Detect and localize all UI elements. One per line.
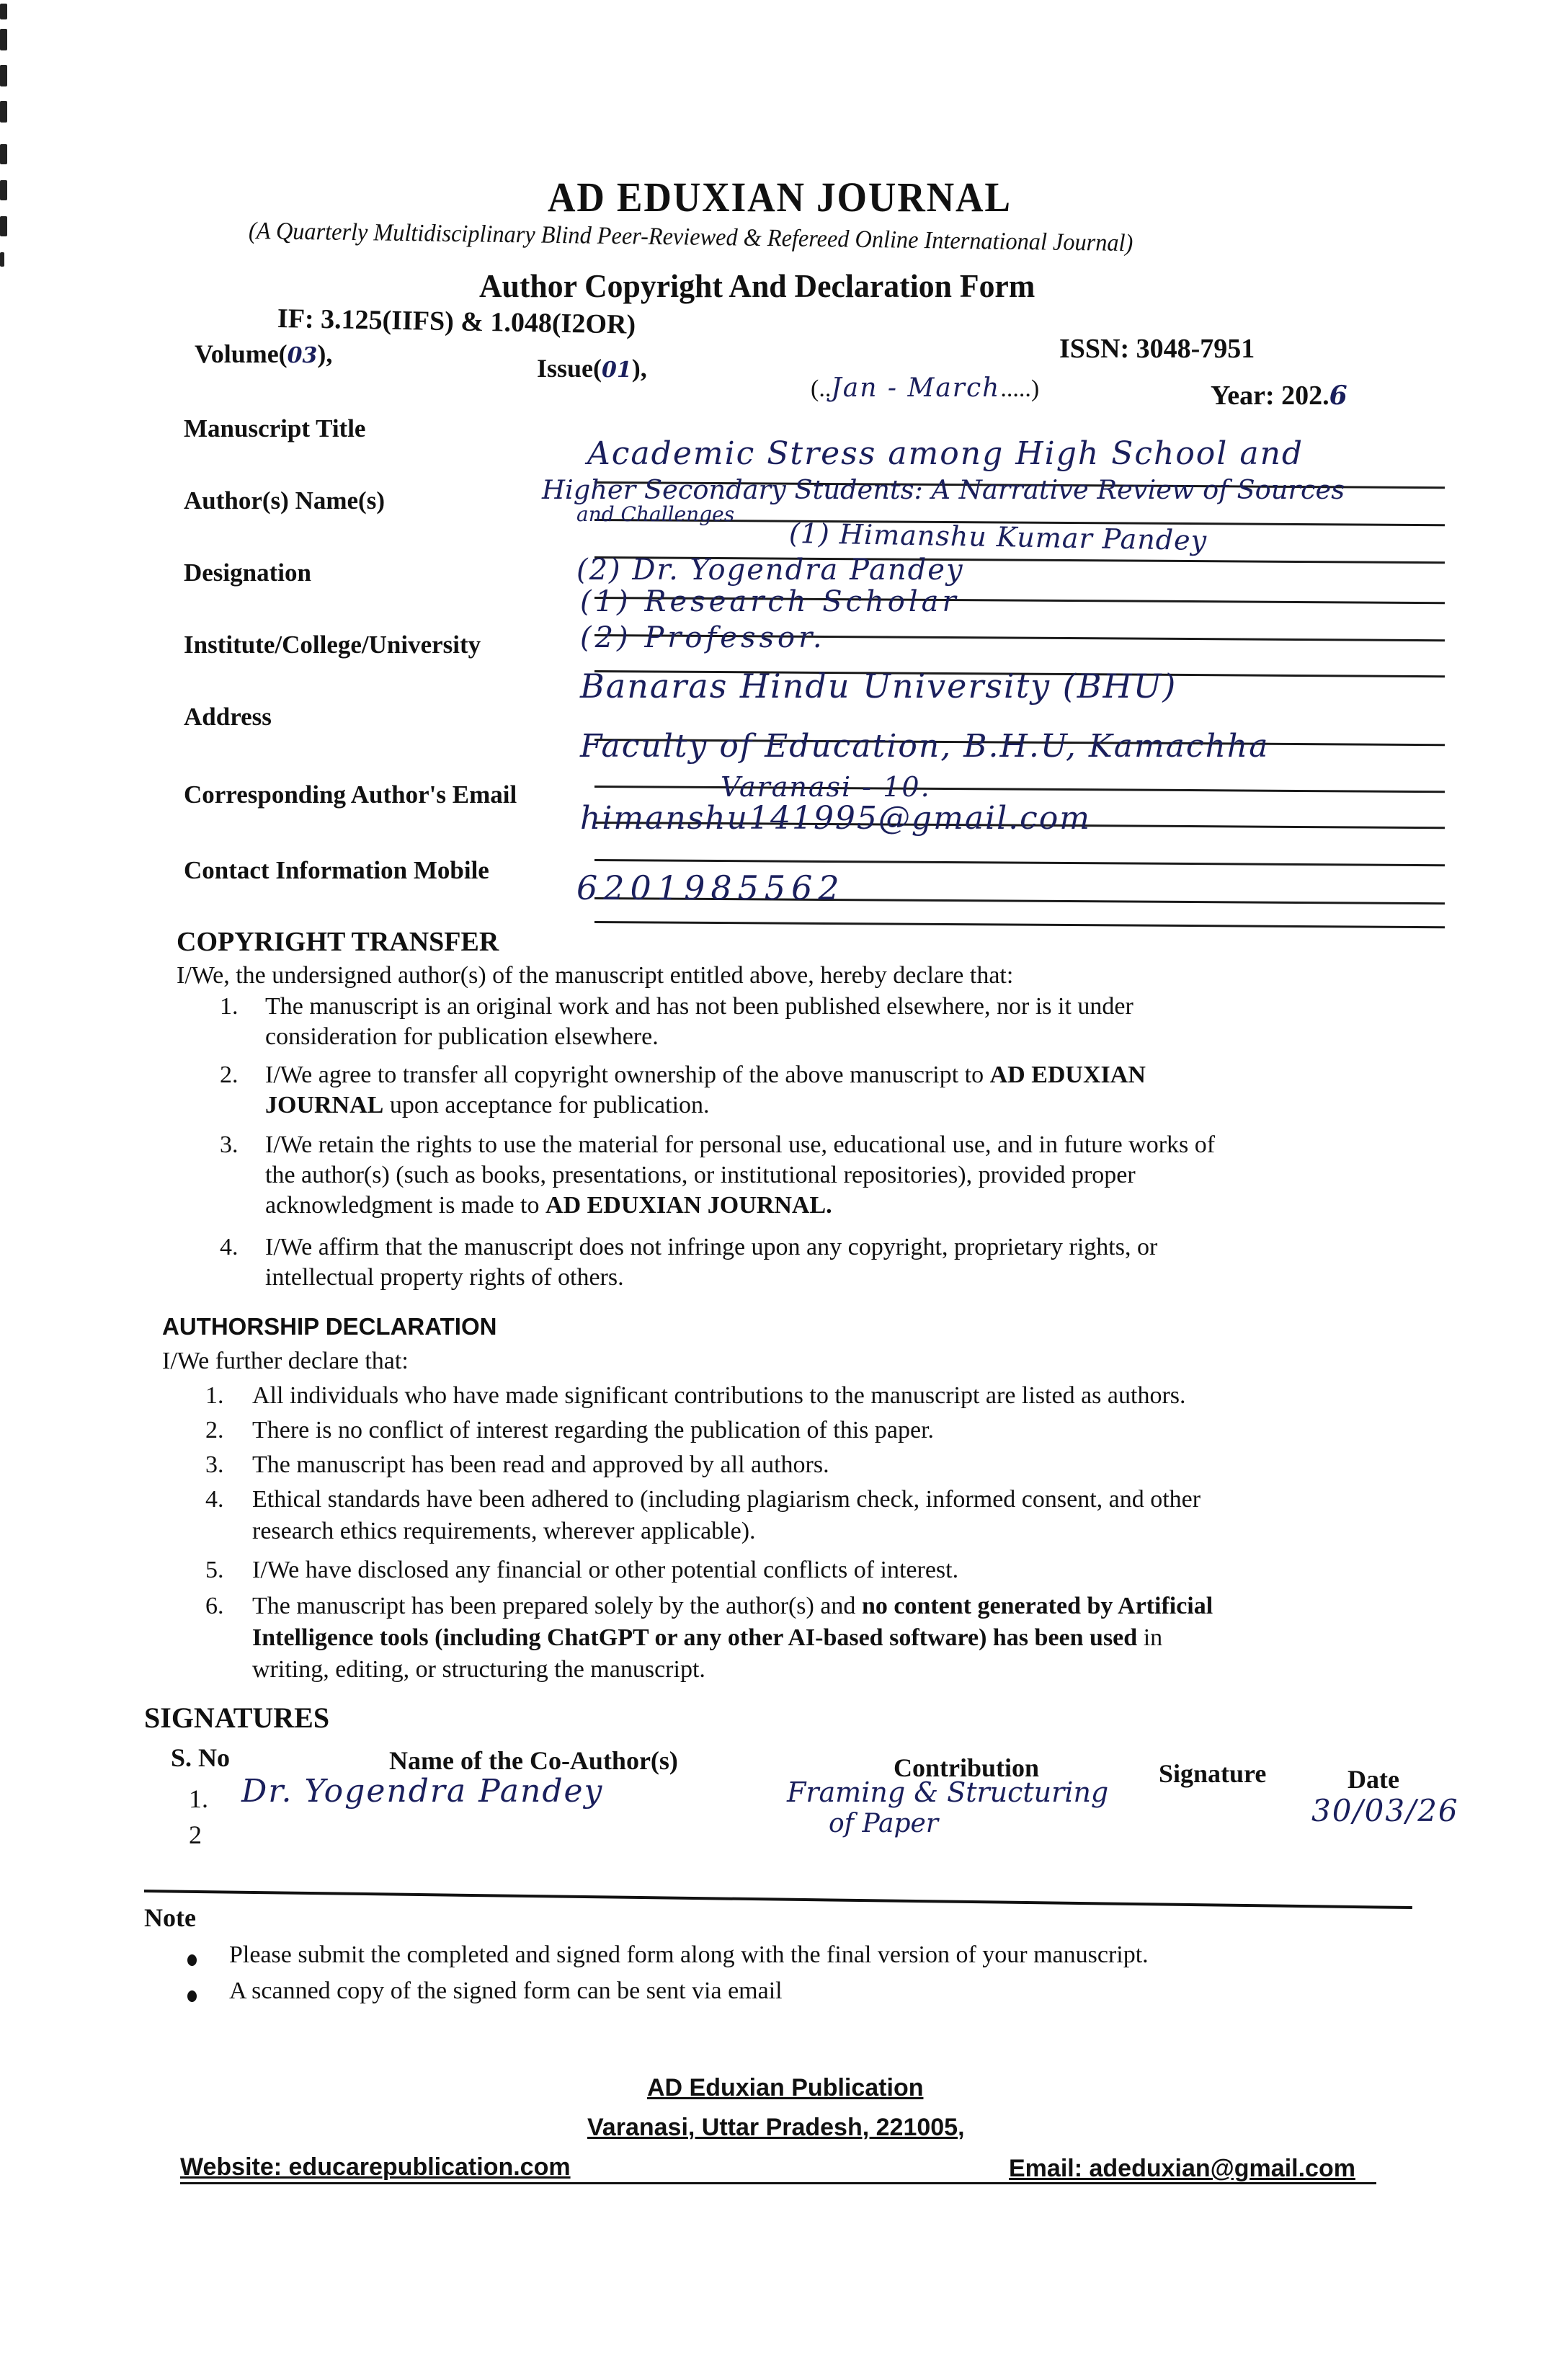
copyright-item-3-line2: the author(s) (such as books, presentations, or institutional repositories), provided proper xyxy=(265,1162,1136,1188)
label-authors: Author(s) Name(s) xyxy=(184,486,385,515)
journal-name-bold: AD EDUXIAN JOURNAL. xyxy=(545,1192,832,1219)
copyright-item-num: 1. xyxy=(220,993,239,1020)
authorship-heading: AUTHORSHIP DECLARATION xyxy=(162,1313,497,1340)
label-email: Corresponding Author's Email xyxy=(184,780,517,809)
authorship-item-2: There is no conflict of interest regarding the publication of this paper. xyxy=(252,1417,935,1443)
period-value[interactable]: Jan - March xyxy=(831,373,1001,403)
authorship-item-num: 6. xyxy=(205,1593,224,1619)
volume-label: Volume( xyxy=(195,339,288,368)
note-item-2: A scanned copy of the signed form can be sent via email xyxy=(229,1977,783,2004)
year-label: Year: 202. xyxy=(1211,381,1329,411)
copyright-item-num: 2. xyxy=(220,1062,239,1088)
impact-factor: IF: 3.125(IIFS) & 1.048(I2OR) xyxy=(277,303,636,340)
authorship-item-num: 1. xyxy=(205,1382,224,1409)
copyright-item-1-line1: The manuscript is an original work and has not been published elsewhere, nor is it under xyxy=(265,993,1133,1020)
period-close: .....) xyxy=(1000,375,1040,402)
authorship-item-6-text: The manuscript has been prepared solely by the author(s) and xyxy=(252,1593,862,1619)
issn: ISSN: 3048-7951 xyxy=(1059,334,1255,364)
col-signature: Signature xyxy=(1159,1759,1267,1788)
copyright-heading: COPYRIGHT TRANSFER xyxy=(177,927,499,957)
copyright-item-3-line3 xyxy=(265,1192,832,1219)
label-mobile: Contact Information Mobile xyxy=(184,856,489,884)
label-institute: Institute/College/University xyxy=(184,631,481,659)
bullet-icon xyxy=(187,1990,197,2002)
label-address: Address xyxy=(184,703,272,731)
authorship-item-num: 3. xyxy=(205,1451,224,1478)
issue-field xyxy=(537,353,647,383)
journal-name-bold: JOURNAL xyxy=(265,1092,384,1118)
address-value-line1[interactable]: Faculty of Education, B.H.U, Kamachha xyxy=(580,728,1270,765)
manuscript-title-value-line2[interactable]: Higher Secondary Students: A Narrative Review of Sources xyxy=(542,476,1345,505)
authorship-item-3: The manuscript has been read and approved by all authors. xyxy=(252,1451,829,1478)
publisher-address: Varanasi, Uttar Pradesh, 221005, xyxy=(587,2114,965,2141)
issue-suffix: ), xyxy=(631,354,647,383)
website-link[interactable]: Website: educarepublication.com xyxy=(180,2153,571,2181)
col-date: Date xyxy=(1348,1765,1399,1794)
authorship-item-6-text: in xyxy=(1137,1624,1163,1651)
volume-suffix: ), xyxy=(317,339,333,368)
ai-clause-bold: Intelligence tools (including ChatGPT or any other AI-based software) has been used xyxy=(252,1624,1138,1651)
copyright-item-2-line1 xyxy=(265,1062,1146,1089)
label-designation: Designation xyxy=(184,559,311,587)
authorship-item-5: I/We have disclosed any financial or other potential conflicts of interest. xyxy=(252,1557,959,1583)
year-field xyxy=(1211,380,1348,411)
designation2-value[interactable]: (2) Professor. xyxy=(580,621,826,654)
note-heading: Note xyxy=(144,1903,196,1932)
copyright-item-num: 3. xyxy=(220,1131,239,1158)
year-value[interactable]: 6 xyxy=(1329,381,1348,411)
row-2-sno: 2 xyxy=(189,1820,202,1849)
copyright-item-3-line1: I/We retain the rights to use the material for personal use, educational use, and in future works of xyxy=(265,1131,1216,1158)
label-manuscript-title: Manuscript Title xyxy=(184,414,366,442)
journal-subtitle: (A Quarterly Multidisciplinary Blind Peer-Reviewed & Refereed Online International Journal) xyxy=(248,218,1133,257)
email-link[interactable]: Email: adeduxian@gmail.com xyxy=(1009,2155,1355,2182)
authorship-item-6-line3: writing, editing, or structuring the manuscript. xyxy=(252,1656,705,1683)
authorship-item-4-line2: research ethics requirements, wherever applicable). xyxy=(252,1518,756,1544)
col-name: Name of the Co-Author(s) xyxy=(389,1746,678,1775)
author2-value[interactable]: (2) Dr. Yogendra Pandey xyxy=(576,553,964,587)
row-1-name[interactable]: Dr. Yogendra Pandey xyxy=(241,1773,604,1810)
binder-mark xyxy=(0,101,7,123)
publisher-name: AD Eduxian Publication xyxy=(647,2074,924,2101)
row-1-date[interactable]: 30/03/26 xyxy=(1311,1793,1459,1828)
copyright-item-1-line2: consideration for publication elsewhere. xyxy=(265,1023,659,1050)
period-field xyxy=(811,373,1039,403)
authorship-item-1: All individuals who have made significant contributions to the manuscript are listed as authors. xyxy=(252,1382,1186,1409)
row-1-sno: 1. xyxy=(189,1784,208,1813)
binder-mark xyxy=(0,29,7,50)
authorship-intro: I/We further declare that: xyxy=(162,1348,409,1374)
mobile-value[interactable]: 6201985562 xyxy=(576,868,845,907)
address-value-line2[interactable]: Varanasi - 10. xyxy=(721,771,931,803)
authorship-item-6-line2 xyxy=(252,1624,1162,1652)
period-open: (.. xyxy=(811,375,832,402)
issue-label: Issue( xyxy=(537,354,602,383)
copyright-item-4-line1: I/We affirm that the manuscript does not infringe upon any copyright, proprietary rights, or xyxy=(265,1234,1158,1260)
authorship-item-4-line1: Ethical standards have been adhered to (including plagiarism check, informed consent, and other xyxy=(252,1486,1201,1513)
binder-mark xyxy=(0,180,7,200)
designation1-value[interactable]: (1) Research Scholar xyxy=(580,585,960,618)
row-1-contribution-line1[interactable]: Framing & Structuring xyxy=(787,1776,1109,1808)
signatures-divider xyxy=(144,1890,1412,1909)
binder-mark xyxy=(0,216,7,236)
binder-mark xyxy=(0,144,7,164)
copyright-item-3-text: acknowledgment is made to xyxy=(265,1192,546,1219)
journal-name-bold: AD EDUXIAN xyxy=(989,1062,1146,1088)
journal-title: AD EDUXIAN JOURNAL xyxy=(548,174,1012,221)
signatures-heading: SIGNATURES xyxy=(144,1701,330,1734)
field-line xyxy=(594,859,1445,866)
author1-value[interactable]: (1) Himanshu Kumar Pandey xyxy=(788,517,1208,557)
email-value[interactable]: himanshu141995@gmail.com xyxy=(580,800,1092,837)
manuscript-title-value-line1[interactable]: Academic Stress among High School and xyxy=(587,435,1304,472)
authorship-item-6-line1 xyxy=(252,1593,1213,1620)
copyright-intro: I/We, the undersigned author(s) of the manuscript entitled above, hereby declare that: xyxy=(177,962,1014,989)
binder-mark xyxy=(0,65,7,86)
authorship-item-num: 2. xyxy=(205,1417,224,1443)
copyright-item-4-line2: intellectual property rights of others. xyxy=(265,1264,624,1291)
copyright-item-num: 4. xyxy=(220,1234,239,1260)
copyright-item-2-line2 xyxy=(265,1092,710,1119)
authorship-item-num: 4. xyxy=(205,1486,224,1513)
form-title: Author Copyright And Declaration Form xyxy=(479,267,1035,304)
copyright-item-2-text: I/We agree to transfer all copyright ownership of the above manuscript to xyxy=(265,1062,990,1088)
bullet-icon xyxy=(187,1954,197,1966)
volume-value[interactable]: 03 xyxy=(287,343,318,368)
institute-value[interactable]: Banaras Hindu University (BHU) xyxy=(580,667,1177,706)
row-1-contribution-line2[interactable]: of Paper xyxy=(829,1809,939,1838)
volume-field xyxy=(195,339,332,369)
manuscript-title-value-line3[interactable]: and Challenges xyxy=(576,502,735,526)
col-contribution: Contribution xyxy=(894,1753,1040,1782)
field-line xyxy=(594,921,1445,928)
binder-mark xyxy=(0,252,4,267)
copyright-item-2-text: upon acceptance for publication. xyxy=(389,1092,710,1118)
note-item-1: Please submit the completed and signed form along with the final version of your manuscript. xyxy=(229,1941,1149,1968)
ai-clause-bold: no content generated by Artificial xyxy=(861,1593,1213,1619)
issue-value[interactable]: 01 xyxy=(602,357,632,383)
binder-mark xyxy=(0,4,7,19)
authorship-item-num: 5. xyxy=(205,1557,224,1583)
col-sno: S. No xyxy=(171,1743,231,1772)
